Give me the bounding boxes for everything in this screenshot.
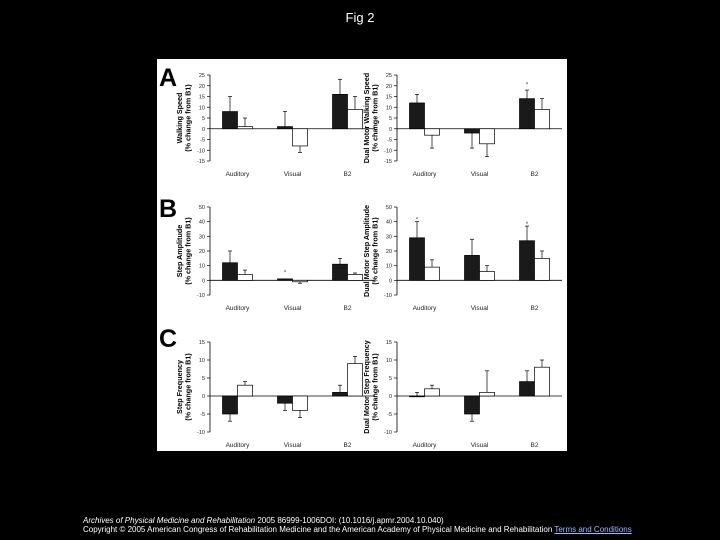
y-tick-label: -5 (387, 137, 392, 144)
bar-series2-b2 (535, 258, 550, 280)
y-axis-label (362, 73, 380, 163)
y-tick-label: 20 (198, 83, 205, 90)
y-axis-label-line1: Step Amplitude (175, 224, 184, 278)
y-axis-label-line2: (% change from B1) (183, 217, 193, 285)
y-tick-label: -10 (384, 430, 392, 436)
bar-series1-b2 (333, 94, 348, 128)
y-tick-label: -15 (197, 159, 205, 165)
significance-asterisk: * (525, 82, 529, 89)
y-tick-label: 20 (198, 249, 205, 255)
bar-series1-visual (465, 255, 480, 280)
significance-asterisk: * (283, 270, 287, 277)
bar-series1-visual (465, 129, 480, 133)
y-tick-label: 0 (201, 126, 205, 133)
bar-series1-visual (278, 127, 293, 129)
y-tick-label: -10 (384, 293, 392, 299)
y-tick-label: 10 (198, 358, 205, 364)
bar-series2-auditory (425, 389, 440, 396)
significance-asterisk: * (415, 217, 419, 224)
bar-series1-auditory (410, 238, 425, 281)
figure-panel (157, 59, 567, 451)
y-tick-label: 20 (385, 83, 392, 90)
y-tick-label: -10 (197, 293, 205, 299)
bar-series1-auditory (410, 396, 425, 397)
y-axis-label (362, 205, 380, 297)
bar-series2-b2 (535, 367, 550, 396)
y-axis-label (362, 340, 380, 433)
x-category-label: B2 (343, 305, 352, 312)
y-tick-label: 0 (388, 278, 392, 285)
x-category-label: Visual (470, 305, 489, 312)
bar-series2-auditory (425, 267, 440, 280)
x-category-label: Visual (283, 171, 302, 178)
bar-series1-visual (278, 279, 293, 280)
bar-series1-auditory (223, 263, 238, 281)
citation (83, 516, 703, 534)
y-tick-label: 30 (198, 234, 205, 241)
y-tick-label: 30 (385, 234, 392, 241)
x-category-label: B2 (530, 442, 539, 449)
bar-series1-auditory (223, 112, 238, 129)
x-category-label: Auditory (225, 171, 250, 178)
y-tick-label: 10 (385, 358, 392, 364)
y-axis-label (175, 217, 193, 285)
y-tick-label: -10 (197, 148, 205, 155)
terms-link[interactable]: Terms and Conditions (554, 525, 632, 534)
chart-5 (175, 340, 375, 449)
bar-series2-auditory (425, 129, 440, 135)
y-tick-label: 0 (388, 394, 392, 400)
y-tick-label: 15 (385, 340, 392, 346)
bar-series2-visual (293, 280, 308, 281)
y-axis-label (175, 84, 193, 152)
x-category-label: B2 (530, 305, 539, 312)
bar-series1-b2 (520, 382, 535, 396)
x-category-label: Visual (283, 442, 302, 449)
bar-series1-auditory (223, 396, 238, 414)
bar-series2-b2 (348, 109, 363, 128)
bar-series2-b2 (348, 274, 363, 280)
bar-series2-b2 (348, 364, 363, 396)
y-tick-label: 0 (388, 126, 392, 133)
citation-details: 2005 86999-1006DOI: (10.1016/j.apmr.2004.10.040) (255, 516, 444, 525)
x-category-label: B2 (343, 171, 352, 178)
y-axis-label-line2: (% change from B1) (370, 84, 380, 152)
x-category-label: Visual (283, 305, 302, 312)
x-category-label: Visual (470, 171, 489, 178)
y-tick-label: 40 (198, 219, 205, 226)
bar-series2-visual (480, 392, 495, 396)
citation-copyright: Copyright © 2005 American Congress of Rehabilitation Medicine and the American Academy of Physical Medicine and Rehabilitation (83, 525, 553, 534)
y-axis-label-line2: (% change from B1) (183, 353, 193, 421)
bar-series1-b2 (333, 264, 348, 280)
panel-letter-c: C (159, 325, 178, 353)
figure-chart-svg (157, 59, 567, 451)
x-category-label: Auditory (225, 442, 250, 449)
x-category-label: Visual (470, 442, 489, 449)
chart-6 (362, 340, 562, 449)
y-axis-label-line1: Step Frequency (175, 360, 184, 414)
y-tick-label: 10 (198, 263, 205, 270)
bar-series2-auditory (238, 385, 253, 396)
y-tick-label: 15 (198, 340, 205, 346)
y-tick-label: 25 (385, 73, 392, 79)
figure-title: Fig 2 (345, 10, 375, 25)
y-tick-label: 15 (385, 94, 392, 101)
x-category-label: Auditory (225, 305, 250, 312)
x-category-label: Auditory (412, 171, 437, 178)
bar-series1-b2 (520, 241, 535, 281)
bar-series1-b2 (333, 392, 348, 396)
panel-letter-b: B (159, 195, 178, 223)
y-tick-label: 50 (385, 205, 392, 211)
chart-4 (362, 205, 562, 312)
citation-journal: Archives of Physical Medicine and Rehabilitation (83, 516, 256, 525)
chart-2 (362, 73, 562, 178)
y-tick-label: 10 (385, 263, 392, 270)
x-category-label: B2 (343, 442, 352, 449)
bar-series2-visual (293, 396, 308, 410)
significance-asterisk: * (525, 222, 529, 229)
y-tick-label: 15 (198, 94, 205, 101)
bar-series2-auditory (238, 127, 253, 129)
y-tick-label: 0 (201, 278, 205, 285)
y-axis-label-line1: Dual Motor Step Amplitude (362, 205, 371, 297)
x-category-label: B2 (530, 171, 539, 178)
panel-letter-a: A (159, 64, 178, 92)
bar-series2-visual (480, 129, 495, 144)
y-tick-label: -10 (384, 148, 392, 155)
y-axis-label-line2: (% change from B1) (370, 353, 380, 421)
chart-3 (175, 205, 375, 312)
bar-series2-auditory (238, 274, 253, 280)
y-tick-label: 0 (201, 394, 205, 400)
bar-series2-visual (293, 129, 308, 146)
y-axis-label-line1: Walking Speed (175, 92, 184, 144)
y-tick-label: 40 (385, 219, 392, 226)
chart-1 (175, 73, 375, 178)
y-axis-label-line1: Dual Motor Step Frequency (362, 340, 371, 434)
bar-series1-auditory (410, 103, 425, 129)
x-category-label: Auditory (412, 442, 437, 449)
y-axis-label-line1: Dual Motor Walking Speed (362, 72, 371, 164)
y-tick-label: 10 (385, 105, 392, 112)
y-tick-label: -5 (387, 412, 392, 418)
y-tick-label: 5 (201, 116, 205, 122)
y-tick-label: -15 (384, 159, 392, 165)
bar-series1-visual (278, 396, 293, 403)
y-axis-label-line2: (% change from B1) (370, 217, 380, 285)
y-tick-label: 10 (198, 105, 205, 112)
bar-series1-visual (465, 396, 480, 414)
y-tick-label: 50 (198, 205, 205, 211)
y-tick-label: -10 (197, 430, 205, 436)
y-tick-label: 20 (385, 249, 392, 255)
y-tick-label: 5 (388, 376, 392, 382)
y-tick-label: -5 (200, 412, 205, 418)
y-axis-label-line2: (% change from B1) (183, 84, 193, 152)
bar-series2-visual (480, 272, 495, 281)
y-axis-label (175, 353, 193, 421)
x-category-label: Auditory (412, 305, 437, 312)
y-tick-label: -5 (200, 137, 205, 144)
y-tick-label: 25 (198, 73, 205, 79)
bar-series1-b2 (520, 99, 535, 129)
y-tick-label: 5 (201, 376, 205, 382)
bar-series2-b2 (535, 109, 550, 128)
y-tick-label: 5 (388, 116, 392, 122)
